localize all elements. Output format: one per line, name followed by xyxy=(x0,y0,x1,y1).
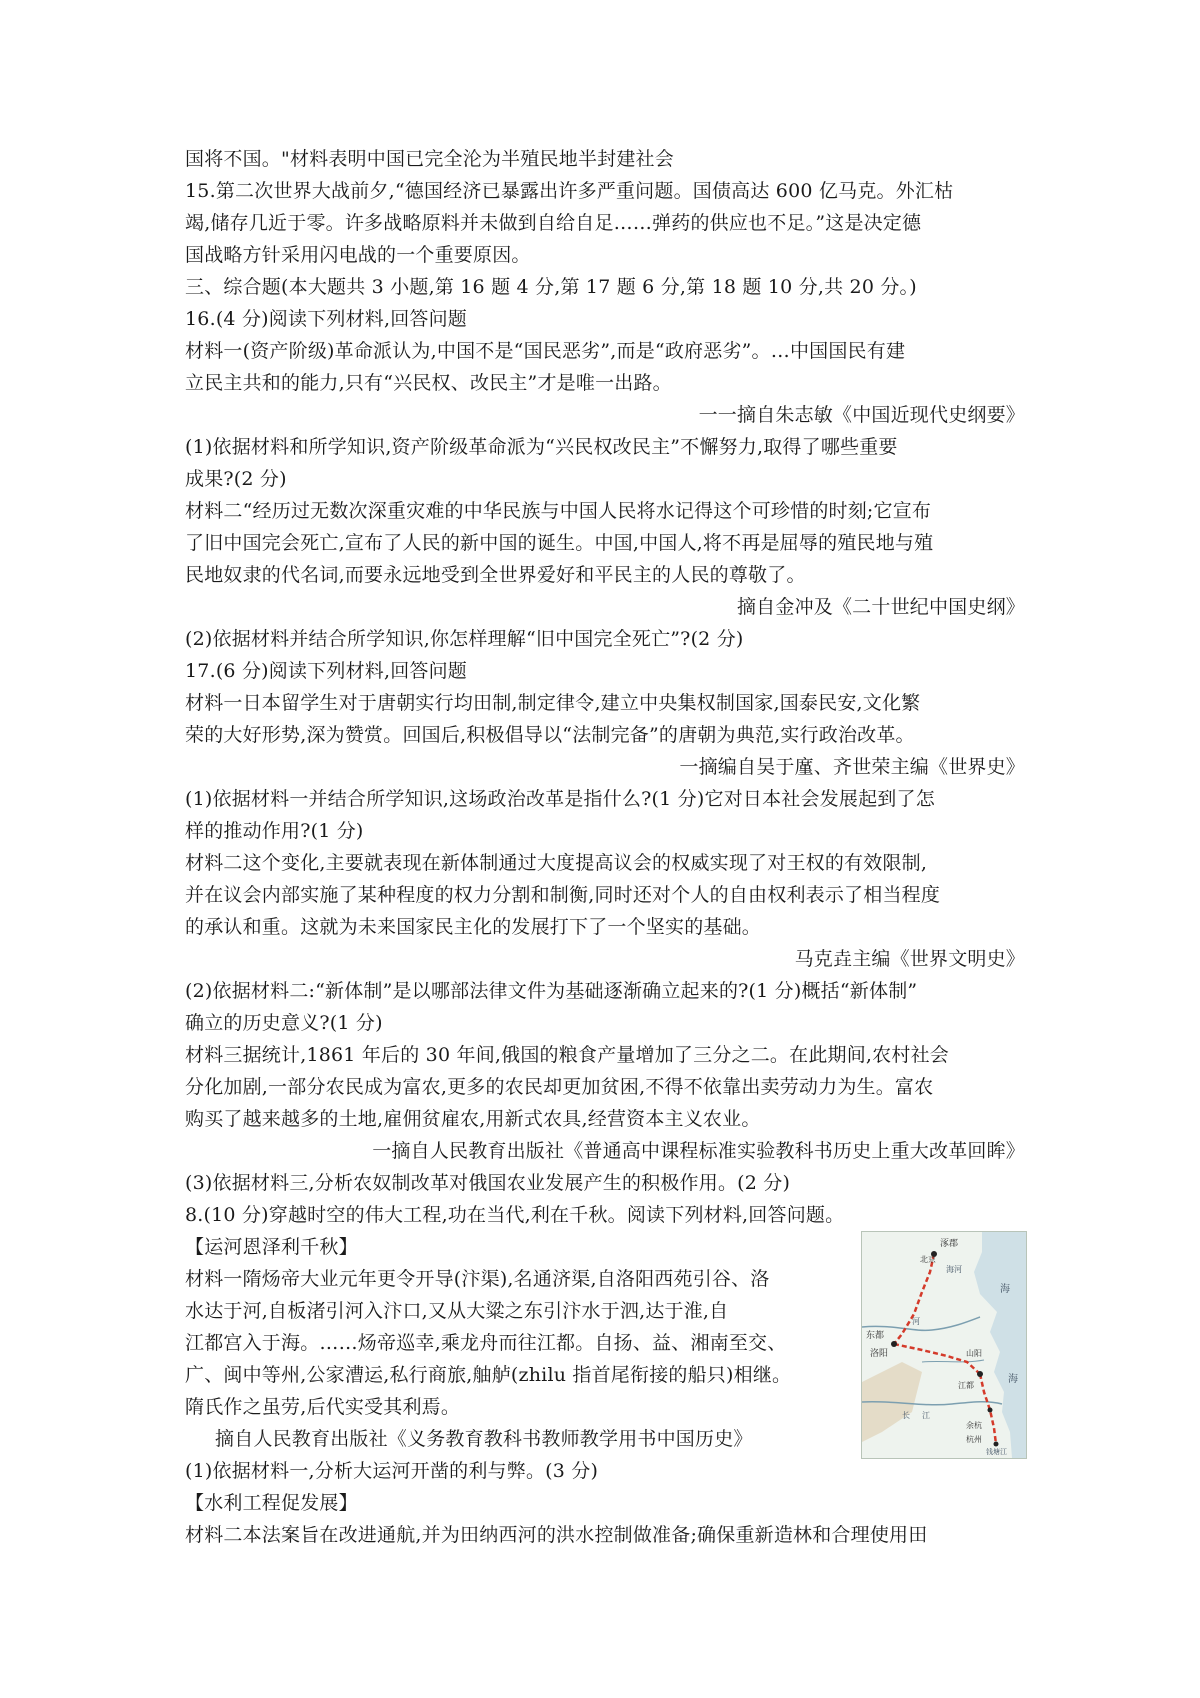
text-line: 隋氏作之虽劳,后代实受其利焉。 xyxy=(185,1396,461,1418)
text-line: 竭,储存几近于零。许多战略原料并未做到自给自足……弹药的供应也不足。”这是决定德 xyxy=(185,212,922,234)
yellow-river-line xyxy=(862,1317,980,1330)
source-citation: 一摘编自吴于廑、齐世荣主编《世界史》 xyxy=(679,756,1025,778)
text-line: 材料二这个变化,主要就表现在新体制通过大度提高议会的权威实现了对王权的有效限制, xyxy=(185,852,928,874)
map-label: 钱塘江 xyxy=(986,1448,1007,1456)
question-text: 成果?(2 分) xyxy=(185,468,287,490)
text-line: 荣的大好形势,深为赞赏。回国后,积极倡导以“法制完备”的唐朝为典范,实行政治改革。 xyxy=(185,724,915,746)
map-label: 东都 xyxy=(866,1331,885,1341)
map-label: 海 xyxy=(1000,1284,1010,1295)
text-line: 材料三据统计,1861 年后的 30 年间,俄国的粮食产量增加了三分之二。在此期间,农村社会 xyxy=(185,1044,949,1066)
map-label: 长 xyxy=(902,1411,910,1420)
text-line: 分化加剧,一部分农民成为富农,更多的农民却更加贫困,不得不依靠出卖劳动力为生。富农 xyxy=(185,1076,934,1098)
city-dot xyxy=(891,1341,897,1347)
source-citation: 摘自人民教育出版社《义务教育教科书教师教学用书中国历史》 xyxy=(215,1428,753,1450)
question-text: (1)依据材料一并结合所学知识,这场政治改革是指什么?(1 分)它对日本社会发展起到了怎 xyxy=(185,788,935,810)
text-line: 了旧中国完会死亡,宣布了人民的新中国的诞生。中国,中国人,将不再是屈辱的殖民地与殖 xyxy=(185,532,934,554)
grand-canal-map-svg xyxy=(862,1232,1026,1458)
source-citation: 一摘自人民教育出版社《普通高中课程标准实验教科书历史上重大改革回眸》 xyxy=(372,1140,1025,1162)
text-line: 的承认和重。这就为未来国家民主化的发展打下了一个坚实的基础。 xyxy=(185,916,762,938)
text-line: 15.第二次世界大战前夕,“德国经济已暴露出许多严重问题。国债高达 600 亿马克。外汇枯 xyxy=(185,180,954,202)
text-block-q16 xyxy=(185,431,1025,623)
text-line: 材料一隋炀帝大业元年更令开导(汴渠),名通济渠,自洛阳西苑引谷、洛 xyxy=(185,1268,770,1290)
grand-canal-map xyxy=(861,1231,1027,1459)
question-heading: 17.(6 分)阅读下列材料,回答问题 xyxy=(185,660,468,682)
map-label: 江 xyxy=(922,1411,930,1420)
city-dot xyxy=(977,1371,983,1377)
text-line: 材料二“经历过无数次深重灾难的中华民族与中国人民将水记得这个可珍惜的时刻;它宣布 xyxy=(185,500,932,522)
map-label: 河 xyxy=(912,1317,920,1326)
map-label: 北京 xyxy=(920,1255,936,1264)
subsection-heading: 【水利工程促发展】 xyxy=(185,1492,358,1514)
text-block-q15 xyxy=(185,143,1025,431)
map-label: 江都 xyxy=(958,1381,974,1390)
text-line: 国将不国。"材料表明中国已完全沦为半殖民地半封建社会 xyxy=(185,148,674,170)
question-text: (2)依据材料并结合所学知识,你怎样理解“旧中国完全死亡”?(2 分) xyxy=(185,628,744,650)
question-text: 样的推动作用?(1 分) xyxy=(185,820,364,842)
question-text: (1)依据材料一,分析大运河开凿的利与弊。(3 分) xyxy=(185,1460,599,1482)
question-text: (3)依据材料三,分析农奴制改革对俄国农业发展产生的积极作用。(2 分) xyxy=(185,1172,791,1194)
question-text: 确立的历史意义?(1 分) xyxy=(185,1012,383,1034)
city-dot xyxy=(994,1442,999,1447)
text-line: 购买了越来越多的土地,雇佣贫雇农,用新式农具,经营资本主义农业。 xyxy=(185,1108,761,1130)
text-line: 国战略方针采用闪电战的一个重要原因。 xyxy=(185,244,531,266)
text-line: 材料一日本留学生对于唐朝实行均田制,制定律令,建立中央集权制国家,国泰民安,文化繁 xyxy=(185,692,921,714)
map-label: 洛阳 xyxy=(870,1349,889,1359)
question-heading: 16.(4 分)阅读下列材料,回答问题 xyxy=(185,308,468,330)
text-line: 材料二本法案旨在改进通航,并为田纳西河的洪水控制做准备;确保重新造林和合理使用田 xyxy=(185,1524,928,1546)
text-line: 并在议会内部实施了某种程度的权力分割和制衡,同时还对个人的自由权利表示了相当程度 xyxy=(185,884,941,906)
map-label: 海河 xyxy=(946,1265,962,1274)
text-line: 材料一(资产阶级)革命派认为,中国不是“国民恶劣”,而是“政府恶劣”。…中国国民有建 xyxy=(185,340,906,362)
source-citation: 摘自金冲及《二十世纪中国史纲》 xyxy=(736,596,1025,618)
subsection-heading: 【运河恩泽利千秋】 xyxy=(185,1236,358,1258)
question-heading: 8.(10 分)穿越时空的伟大工程,功在当代,利在千秋。阅读下列材料,回答问题。 xyxy=(185,1204,845,1226)
huai-river-line xyxy=(922,1360,984,1362)
map-label: 山阳 xyxy=(966,1349,982,1358)
question-text: (1)依据材料和所学知识,资产阶级革命派为“兴民权改民主”不懈努力,取得了哪些重要 xyxy=(185,436,898,458)
canal-section xyxy=(185,1231,1025,1455)
text-block-q18 xyxy=(185,1167,1025,1551)
city-dot xyxy=(988,1408,993,1413)
canal-text xyxy=(185,1231,835,1455)
section-heading: 三、综合题(本大题共 3 小题,第 16 题 4 分,第 17 题 6 分,第 18 题 10 分,共 20 分。) xyxy=(185,276,917,298)
document-page xyxy=(185,143,1025,1551)
map-label: 余杭 xyxy=(966,1421,982,1430)
text-line: 广、闽中等州,公家漕运,私行商旅,舳舻(zhilu 指首尾衔接的船只)相继。 xyxy=(185,1364,792,1386)
map-label: 海 xyxy=(1008,1374,1018,1385)
text-line: 立民主共和的能力,只有“兴民权、改民主”才是唯一出路。 xyxy=(185,372,672,394)
map-label: 涿郡 xyxy=(940,1239,959,1249)
source-citation: 一一摘自朱志敏《中国近现代史纲要》 xyxy=(698,404,1025,426)
text-block-q17 xyxy=(185,623,1025,1167)
map-label: 杭州 xyxy=(966,1435,982,1444)
source-citation: 马克垚主编《世界文明史》 xyxy=(794,948,1025,970)
text-line: 水达于河,自板渚引河入汴口,又从大粱之东引汴水于泗,达于淮,自 xyxy=(185,1300,729,1322)
text-line: 江都宫入于海。……炀帝巡幸,乘龙舟而往江都。自扬、益、湘南至交、 xyxy=(185,1332,787,1354)
text-line: 民地奴隶的代名词,而要永远地受到全世界爱好和平民主的人民的尊敬了。 xyxy=(185,564,806,586)
question-text: (2)依据材料二:“新体制”是以哪部法律文件为基础逐渐确立起来的?(1 分)概括“新体制” xyxy=(185,980,918,1002)
